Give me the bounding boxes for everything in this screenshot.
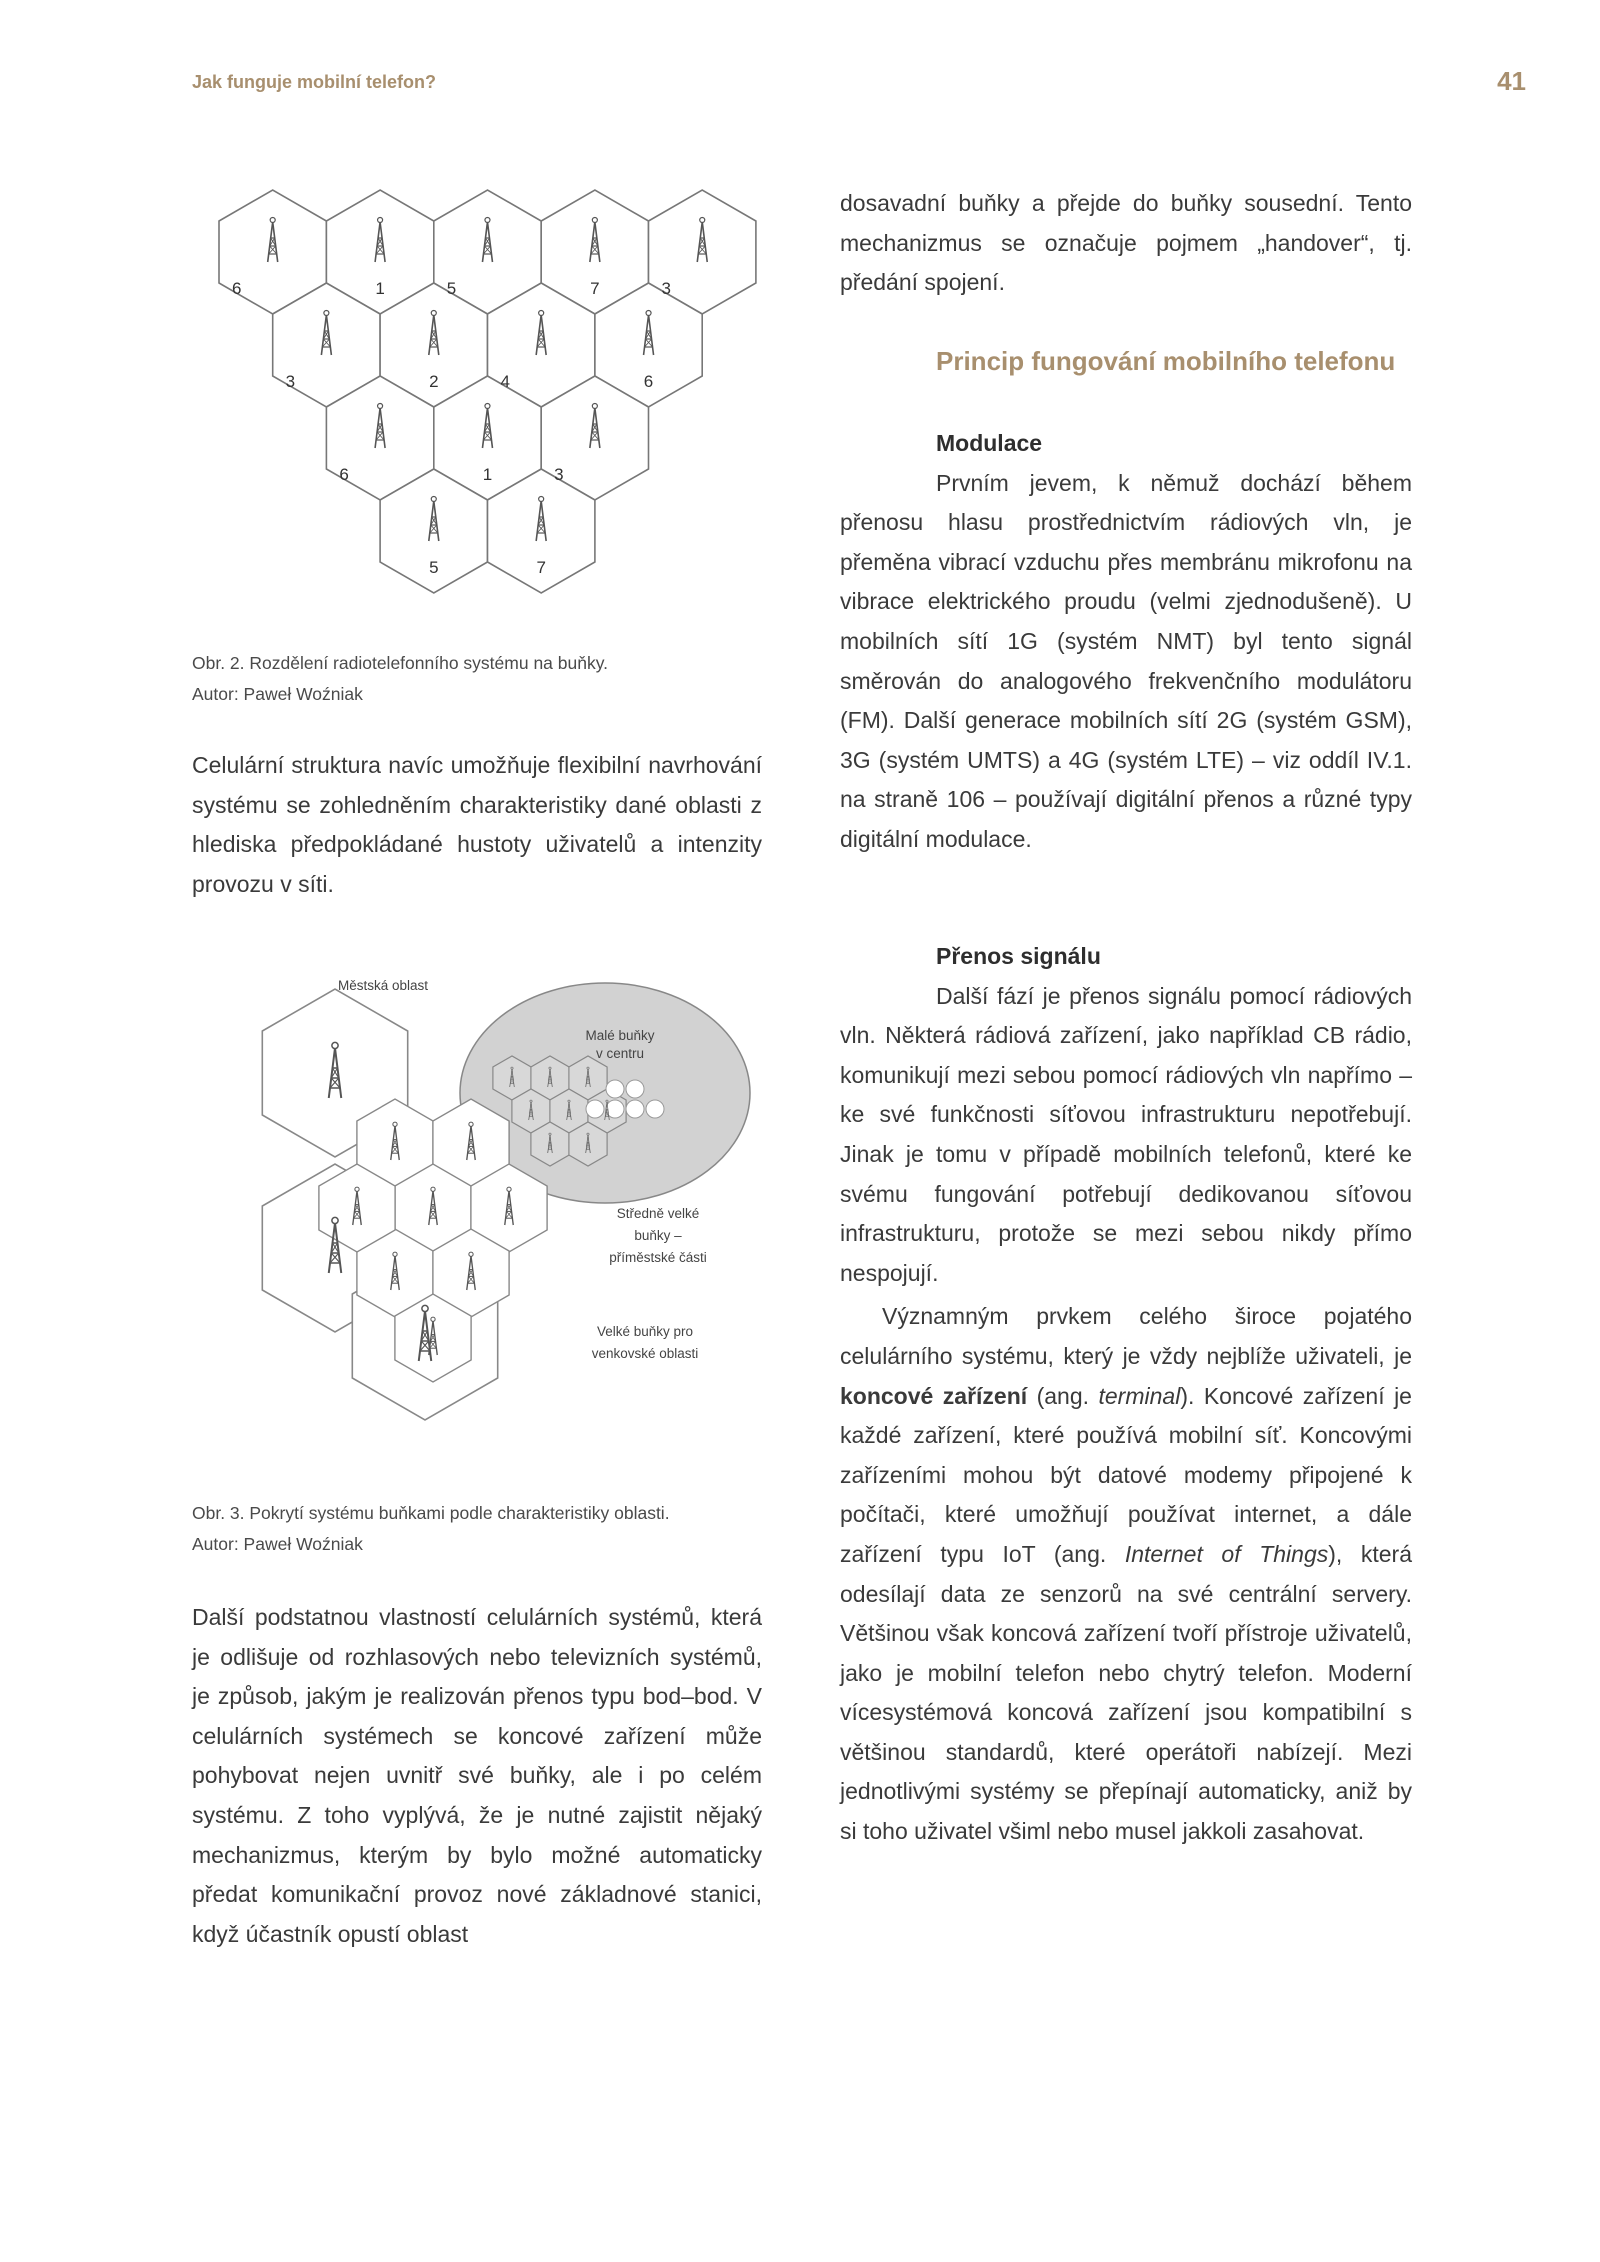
cell-number: 1 <box>375 279 385 298</box>
label-large-cells-2: venkovské oblasti <box>591 1346 699 1361</box>
term-koncove-zarizeni: koncové zařízení <box>840 1382 1028 1409</box>
figure1-caption-line1: Obr. 2. Rozdělení radiotelefonního systému na buňky. <box>192 653 609 673</box>
figure2-caption-line2: Autor: Paweł Woźniak <box>192 1534 363 1554</box>
right-paragraph-handover: dosavadní buňky a přejde do buňky sousední. Tento mechanizmus se označuje pojmem „handover“, tj. předání spojení. <box>840 190 1412 296</box>
prenos-heading: Přenos signálu <box>936 943 1101 969</box>
page-number: 41 <box>1497 66 1526 96</box>
cell-number: 4 <box>500 372 510 391</box>
figure-coverage-areas <box>240 958 760 1458</box>
cell-number: 6 <box>231 279 242 298</box>
label-small-cells-2: v centru <box>595 1046 645 1061</box>
left-paragraph-1: Celulární struktura navíc umožňuje flexibilní navrhování systému se zohledněním charakteristiky dané oblasti z hlediska předpokládané hustoty uživatelů a intenzity provozu v síti. <box>192 752 762 897</box>
cell-number: 5 <box>446 279 457 298</box>
left-paragraph-2: Další podstatnou vlastností celulárních systémů, která je odlišuje od rozhlasových nebo televizních systémů, je způsob, jakým je realizován přenos typu bod–bod. V celulárních systémech se koncové zařízení může pohybovat nejen uvnitř své buňky, ale i po celém systému. Z toho vyplývá, že je nutné zajistit nějaký mechanizmus, kterým by bylo možné automaticky předat komunikační provoz nové základnové stanici, když účastník opustí oblast <box>192 1604 762 1947</box>
micro-cell-icon <box>626 1100 644 1118</box>
cell-number: 7 <box>536 558 546 577</box>
micro-cell-icon <box>626 1080 644 1098</box>
cell-number: 3 <box>285 372 296 391</box>
figure-cell-honeycomb <box>200 186 790 606</box>
micro-cell-icon <box>586 1100 604 1118</box>
figure1-caption-line2: Autor: Paweł Woźniak <box>192 684 363 704</box>
label-small-cells-1: Malé buňky <box>585 1028 655 1043</box>
cell-number: 6 <box>339 465 349 484</box>
figure2-caption-line1: Obr. 3. Pokrytí systému buňkami podle charakteristiky oblasti. <box>192 1503 670 1523</box>
cell-number: 6 <box>643 372 654 391</box>
cell-number: 3 <box>554 465 564 484</box>
modulace-heading: Modulace <box>936 430 1043 456</box>
running-title: Jak funguje mobilní telefon? <box>192 72 437 92</box>
label-large-cells-1: Velké buňky pro <box>596 1324 694 1339</box>
modulace-paragraph: Prvním jevem, k němuž dochází během přenosu hlasu prostřednictvím rádiových vln, je přeměna vibrací vzduchu přes membránu mikrofonu na vibrace elektrického proudu (velmi zjednodušeně). U mobilních sítí 1G (systém NMT) byl tento signál směrován do analogového frekvenčního modulátoru (FM). Další generace mobilních sítí 2G (systém GSM), 3G (systém UMTS) a 4G (systém LTE) – viz oddíl IV.1. na straně 106 – používají digitální přenos a různé typy digitální modulace. <box>840 469 1412 852</box>
label-medium-cells-1: Středně velké <box>616 1206 700 1221</box>
koncove-paragraph: Významným prvkem celého široce pojatého celulárního systému, který je vždy nejblíže uživateli, je koncové zařízení (ang. terminal). Koncové zařízení je každé zařízení, které používá mobilní síť. Koncovými zařízeními mohou být datové modemy připojené k počítači, které umožňují používat internet, a dále zařízení typu IoT (ang. Internet of Things), která odesílají data ze senzorů na své centrální servery. Většinou však koncová zařízení tvoří přístroje uživatelů, jako je mobilní telefon nebo chytrý telefon. Moderní vícesystémová koncová zařízení jsou kompatibilní s většinou standardů, které operátoři nabízejí. Mezi jednotlivými systémy se přepínají automaticky, aniž by si toho uživatel všiml nebo musel jakkoli zasahovat. <box>840 1303 1412 1845</box>
cell-number: 3 <box>661 279 671 298</box>
cell-number: 2 <box>429 372 439 391</box>
section-title: Princip fungování mobilního telefonu <box>936 346 1396 376</box>
label-city-area: Městská oblast <box>337 978 429 993</box>
label-medium-cells-3: příměstské části <box>609 1250 707 1265</box>
cell-number: 1 <box>482 465 493 484</box>
label-medium-cells-2: buňky – <box>634 1228 682 1243</box>
micro-cell-icon <box>606 1080 624 1098</box>
cell-number: 5 <box>429 558 439 577</box>
cell-number: 7 <box>590 279 600 298</box>
prenos-paragraph: Další fází je přenos signálu pomocí rádiových vln. Některá rádiová zařízení, jako například CB rádio, komunikují mezi sebou pomocí rádiových vln napřímo – ke své funkčnosti síťovou infrastrukturu nepotřebují. Jinak je tomu v případě mobilních telefonů, které ke svému fungování potřebují dedikovanou síťovou infrastrukturu, protože se mezi sebou nikdy přímo nespojují. <box>840 982 1412 1286</box>
micro-cell-icon <box>646 1100 664 1118</box>
